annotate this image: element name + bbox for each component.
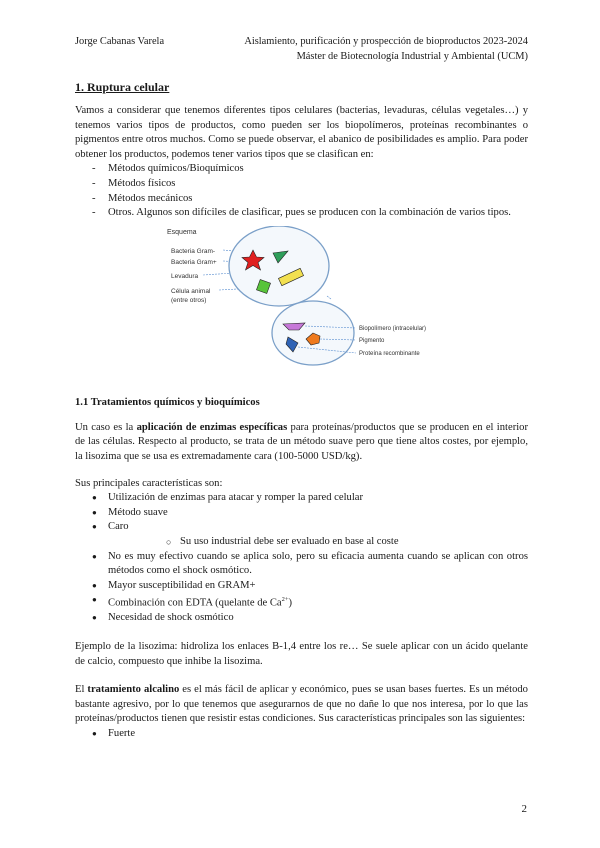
enzymes-paragraph: Un caso es la aplicación de enzimas específicas para proteínas/productos que se producen en el interior de las células. Respecto al producto, se trata de un método suave pero que tiene altos costes, por ejemplo, la lisozima que se usa es extremadamente cara (100-5000 USD/kg). [75,421,528,462]
alkaline-paragraph: El tratamiento alcalino es el más fácil de aplicar y económico, pues se usan bases fuertes. Es un método bastante agresivo, por lo que tenemos que asegurarnos de que no dañe lo que nos interesa, por lo que las proteínas/productos tienen que resistir estas condiciones. Sus características principales son las siguientes: [75,684,528,725]
features-intro: Sus principales características son: [75,477,223,489]
list-item: - Métodos físicos [92,177,528,192]
bold-term: aplicación de enzimas específicas [136,421,288,433]
header-right [244,34,528,64]
list-item: ● No es muy efectivo cuando se aplica solo, pero su eficacia aumenta cuando se aplican con otros métodos como el shock osmótico. [92,550,528,579]
sub-list [108,535,528,550]
list-item: ● Fuerte [92,727,528,742]
label-biopolymer: Biopolímero (intracelular) [359,325,427,332]
connector-line [327,296,331,299]
page-number: 2 [521,803,527,815]
list-item: ● Necesidad de shock osmótico [92,611,528,626]
label-others: (entre otros) [171,296,207,304]
lisozima-paragraph: Ejemplo de la lisozima: hidroliza los enlaces B-1,4 entre los re… Se suele aplicar con un ácido quelante de calcio, compuesto que inhibe la lisozima. [75,641,528,667]
bold-term: tratamiento alcalino [87,684,180,696]
list-item: - Métodos mecánicos [92,192,528,207]
header-author: Jorge Cabanas Varela [75,36,165,47]
figure-title: Esquema [167,228,197,236]
list-item: ● Mayor susceptibilidad en GRAM+ [92,579,528,594]
page-content [75,80,528,742]
header-course-title: Aislamiento, purificación y prospección de bioproductos 2023-2024 [244,36,528,47]
label-recombinant: Proteína recombinante [359,350,420,357]
label-animal: Célula animal [171,287,211,295]
list-item: ● Combinación con EDTA (quelante de $Ca^{2+}$) [92,593,528,611]
figure-svg [75,226,528,376]
alkaline-features-list [75,727,528,742]
section-title: 1. Ruptura celular [75,80,170,94]
list-item: ● Caro ○ Su uso industrial debe ser evaluado en base al coste [92,520,528,549]
intro-paragraph: Vamos a considerar que tenemos diferentes tipos celulares (bacterias, levaduras, células vegetales…) y tenemos varios tipos de productos, como pueden ser los biopolímeros, proteínas recombinantes o pigmentos entre otros muchos. Como se puede observar, el abanico de posibilidades es amplio. Para poder obtener los productos, podemos tener varios tipos que se clasifican en: [75,105,528,160]
cells-circle [229,226,329,306]
sub-list-item: ○ Su uso industrial debe ser evaluado en base al coste [166,535,528,550]
list-item: - Otros. Algunos son difíciles de clasificar, pues se producen con la combinación de varios tipos. [92,206,528,221]
header-program: Máster de Biotecnología Industrial y Ambiental (UCM) [296,51,528,62]
label-gram-neg: Bacteria Gram- [171,247,216,255]
methods-list [75,162,528,220]
cell-scheme-figure [75,226,528,376]
features-list [75,491,528,626]
label-pigment: Pigmento [359,337,385,344]
subsection-title: 1.1 Tratamientos químicos y bioquímicos [75,396,260,408]
label-gram-pos: Bacteria Gram+ [171,258,217,266]
list-item: ● Utilización de enzimas para atacar y romper la pared celular [92,491,528,506]
list-item: ● Método suave [92,506,528,521]
label-levadura: Levadura [171,272,199,280]
list-item: - Métodos químicos/Bioquímicos [92,162,528,177]
